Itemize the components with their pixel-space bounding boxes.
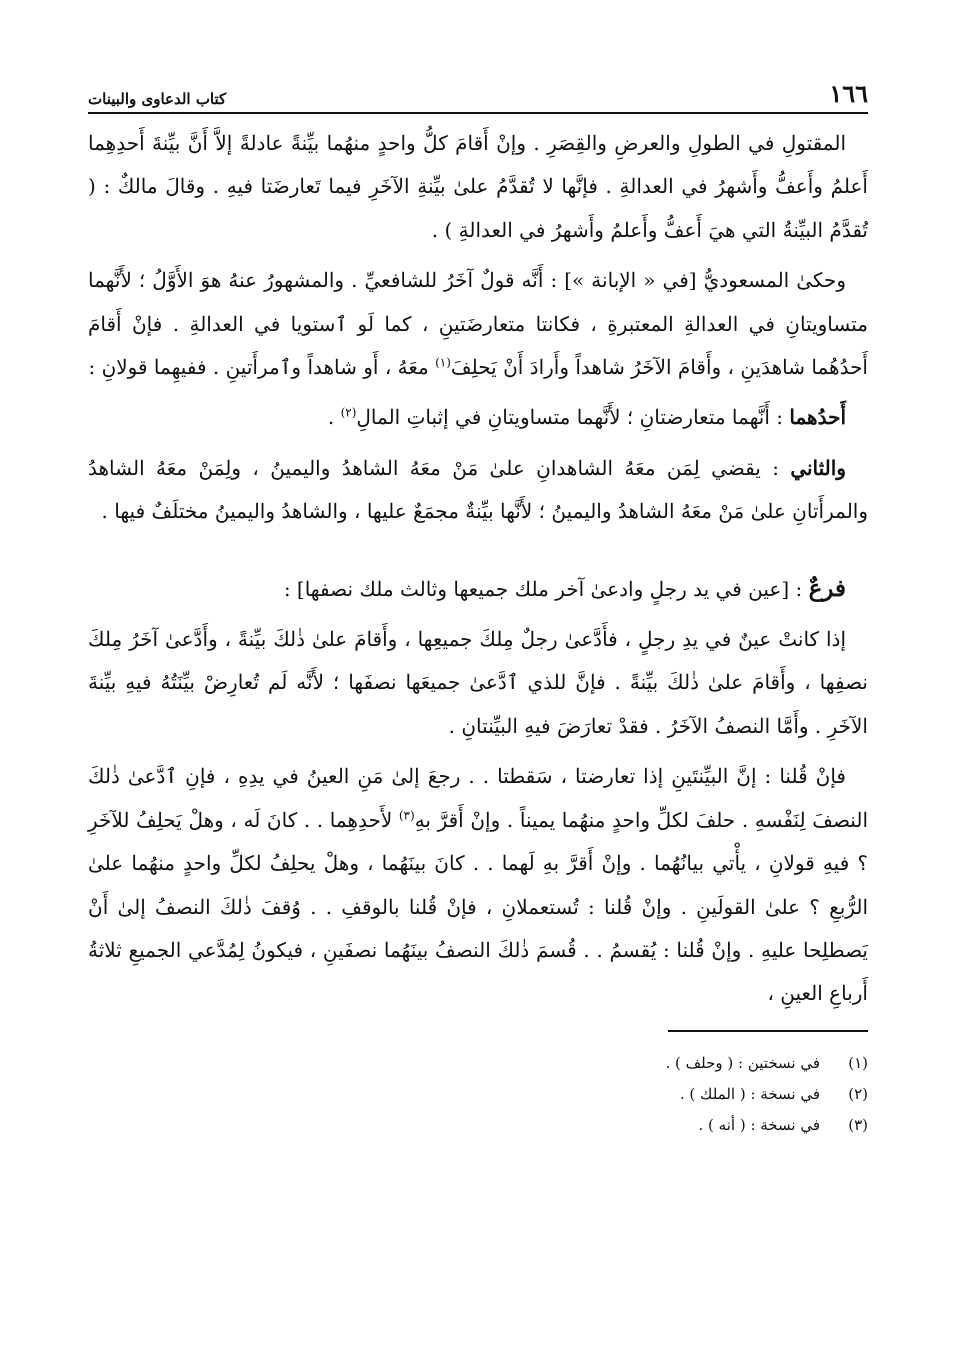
footnote-number: (٣): [848, 1115, 868, 1134]
paragraph: [88, 122, 868, 252]
footnote-item: [88, 1048, 868, 1079]
footnotes: [88, 1048, 868, 1141]
book-page: [88, 78, 868, 1308]
main-text: [88, 122, 868, 1016]
footnote-reference[interactable]: (٣): [398, 808, 415, 823]
footnote-text: في نسخة : ( الملك ) .: [679, 1084, 820, 1103]
opinion-paragraph: [88, 447, 868, 534]
opinion-text: : يقضي لِمَن معَهُ الشاهدانِ علىٰ مَنْ معَهُ الشاهدُ واليمينُ ، ولِمَنْ معَهُ الشاهدُ والمرأَتانِ علىٰ مَنْ معَهُ الشاهدُ واليمينُ ؛ لأَنَّها بيِّنةٌ مجمَعٌ عليها ، والشاهدُ واليمينُ مختلَفٌ فيها .: [88, 455, 868, 524]
footnote-item: [88, 1110, 868, 1141]
section-heading: [88, 567, 868, 611]
opinion-text: : أَنَّهما متعارضتانِ ؛ لأَنَّهما متساويتانِ في إثباتِ المالِ: [356, 405, 790, 430]
footnote-reference[interactable]: (١): [435, 355, 451, 370]
opinion-text: .: [327, 405, 341, 430]
opinion-term: والثاني: [790, 455, 846, 480]
paragraph-text: فإنْ قُلنا : إنَّ البيِّنتَينِ إذا تعارضتا ، سَقطتا . . رجعَ إلىٰ مَنِ العينُ في يدِهِ ، فإنِ ٱدَّعىٰ ذٰلكَ النصفَ لِنَفْسهِ . حلفَ لكلِّ واحدٍ منهُما يميناً . وإنْ أَقرَّ بهِ: [88, 764, 868, 832]
book-title: كتاب الدعاوى والبينات: [88, 90, 227, 108]
paragraph: [88, 755, 868, 1015]
section-gap: [88, 541, 868, 567]
footnote-item: [88, 1079, 868, 1110]
paragraph-text: المقتولِ في الطولِ والعرضِ والقِصَرِ . وإنْ أَقامَ كلُّ واحدٍ منهُما بيِّنةً عادلةً إلاَّ أَنَّ بيِّنةَ أَحدِهِما أَعلمُ وأَعفُّ وأَشهرُ في العدالةِ . فإنَّها لا تُقدَّمُ علىٰ بيِّنةِ الآخَرِ فيما تَعارضَتا فيهِ . وقالَ مالكٌ : ( تُقدَّمُ البيِّنةُ التي هيَ أَعفُّ وأَعلمُ وأَشهرُ في العدالةِ ) .: [88, 131, 868, 242]
footnote-reference[interactable]: (٢): [340, 405, 357, 420]
paragraph-text: معَهُ ، أَو شاهداً وٱمرأَتينِ . ففيهِما قولانِ :: [88, 355, 436, 380]
paragraph: [88, 618, 868, 748]
footnote-number: (٢): [848, 1084, 868, 1103]
paragraph-text: لأَحدِهِما . . كانَ لَه ، وهلْ يَحلِفُ للآخَرِ ؟ فيهِ قولانِ ، يأْتي بيانُهُما . وإنْ أَقرَّ بهِ لَهما . . كانَ بينَهُما ، وهلْ يحلِفُ لكلِّ واحدٍ منهُما علىٰ الرُّبعِ ؟ علىٰ القولَينِ . وإنْ قُلنا : تُستعملانِ ، فإنْ قُلنا بالوقفِ . . وُقفَ ذٰلكَ النصفُ إلىٰ أَنْ يَصطلِحا عليهِ . وإنْ قُلنا : يُقسمُ . . قُسمَ ذٰلكَ النصفُ بينَهُما نصفَينِ ، فيكونُ لِمُدَّعي الجميعِ ثلاثةُ أَرباعِ العينِ ،: [88, 807, 868, 1006]
far-title: : [عين في يد رجلٍ وادعىٰ آخر ملك جميعها وثالث ملك نصفها] :: [283, 576, 809, 601]
running-header: [88, 78, 868, 114]
paragraph-text: إذا كانتْ عينٌ في يدِ رجلٍ ، فأَدَّعىٰ رجلٌ مِلكَ جميعِها ، وأَقامَ علىٰ ذٰلكَ بيِّنةً ، وأَدَّعىٰ آخَرُ مِلكَ نصفِها ، وأَقامَ علىٰ ذٰلكَ بيِّنةً . فإنَّ للذي ٱدَّعىٰ جميعَها نصفَها ؛ لأَنَّه لَم تُعارِضْ بيِّنَتُهُ فيهِ بيِّنةَ الآخَرِ . وأَمَّا النصفُ الآخَرُ . فقدْ تعارَضَ فيهِ البيِّنتانِ .: [88, 627, 868, 738]
paragraph: [88, 259, 868, 389]
opinion-term: أَحدُهما: [789, 405, 846, 430]
footnote-divider: [668, 1030, 868, 1032]
footnote-text: في نسخة : ( أنه ) .: [698, 1115, 820, 1134]
footnote-text: في نسختين : ( وحلف ) .: [665, 1053, 820, 1072]
page-number: ١٦٦: [829, 79, 868, 108]
paragraph-text: وحكىٰ المسعوديُّ [في « الإبانة »] : أَنَّه قولٌ آخَرُ للشافعيِّ . والمشهورُ عنهُ هوَ الأَوَّلُ ؛ لأَنَّهما متساويتانِ في العدالةِ المعتبرةِ ، فكانتا متعارضَتينِ ، كما لَو ٱستويا في العدالةِ . فإنْ أَقامَ أَحدُهُما شاهدَينِ ، وأَقامَ الآخَرُ شاهداً وأَرادَ أَنْ يَحلِفَ: [88, 268, 868, 380]
far-heading: فرعٌ: [808, 574, 846, 602]
footnote-number: (١): [848, 1053, 868, 1072]
opinion-paragraph: [88, 396, 868, 439]
